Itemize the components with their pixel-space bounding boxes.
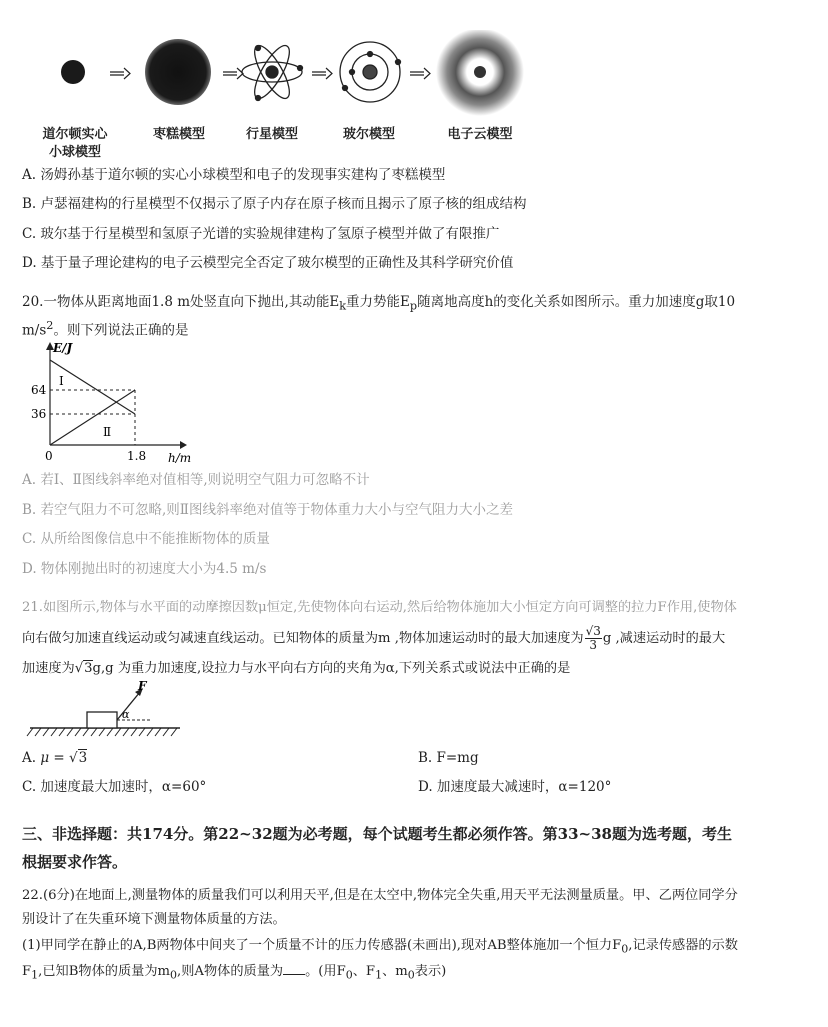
bohr-model-icon	[340, 42, 401, 102]
arrow-icon	[223, 68, 243, 79]
q20-option-a: A. 若Ⅰ、Ⅱ图线斜率绝对值相等,则说明空气阻力可忽略不计	[22, 472, 370, 488]
model-label-plum-pudding: 枣糕模型	[152, 127, 205, 142]
section3-heading-line2: 根据要求作答。	[22, 853, 128, 871]
line-label-i: Ⅰ	[59, 374, 64, 388]
x-tick-1-8: 1.8	[127, 449, 147, 463]
q21-stem-line2: 向右做匀加速直线运动或匀减速直线运动。已知物体的质量为m ,物体加速运动时的最大加速度为 $\frac{√3}{3}$ g ,减速运动时的最大	[22, 624, 726, 652]
q20-option-c: C. 从所给图像信息中不能推断物体的质量	[22, 531, 270, 547]
q21-option-d: D. 加速度最大减速时，α=120°	[418, 779, 612, 795]
q19-option-c: C. 玻尔基于行星模型和氢原子光谱的实验规律建构了氢原子模型并做了有限推广	[22, 226, 500, 242]
electron-cloud-model-icon	[436, 30, 524, 116]
q22-part1-line2: $F_1$,已知B物体的质量为$m_0$,则A物体的质量为 。(用$F_0$、$F_1$、$m_0$表示)	[22, 964, 447, 982]
q21-option-c: C. 加速度最大加速时，α=60°	[22, 779, 207, 795]
x-tick-0: 0	[45, 449, 53, 463]
angle-label: α	[122, 708, 130, 721]
arrow-icon	[410, 68, 430, 79]
answer-blank	[283, 962, 305, 975]
force-label: F	[138, 680, 147, 693]
x-axis-arrow-icon	[180, 441, 187, 449]
arrow-icon	[312, 68, 332, 79]
line-ii	[50, 390, 135, 445]
block-force-figure	[25, 680, 190, 740]
energy-height-graph	[25, 340, 200, 468]
model-label-dalton: 道尔顿实心 小球模型	[42, 127, 108, 160]
q21-option-b: B. F=mg	[418, 750, 479, 766]
plum-pudding-model-icon	[145, 39, 211, 105]
planetary-model-icon	[242, 41, 303, 103]
fraction-sqrt3-over-3: $\frac{√3}{3}$	[585, 624, 601, 652]
model-label-planetary: 行星模型	[245, 127, 298, 142]
model-label-bohr: 玻尔模型	[342, 127, 395, 142]
q22-part1-line1: (1)甲同学在静止的A,B两物体中间夹了一个质量不计的压力传感器(未画出),现对AB整体施加一个恒力$F_0$,记录传感器的示数	[22, 938, 738, 956]
q22-stem-line1: 22.(6分)在地面上,测量物体的质量我们可以利用天平,但是在太空中,物体完全失重,用天平无法测量质量。甲、乙两位同学分	[22, 888, 738, 903]
section3-heading-line1: 三、非选择题：共174分。第22~32题为必考题，每个试题考生都必须作答。第33~38题为选考题，考生	[22, 825, 732, 843]
q20-option-b: B. 若空气阻力不可忽略,则Ⅱ图线斜率绝对值等于物体重力大小与空气阻力大小之差	[22, 502, 513, 518]
y-axis-label: E/J	[53, 341, 73, 355]
q19-option-d: D. 基于量子理论建构的电子云模型完全否定了玻尔模型的正确性及其科学研究价值	[22, 255, 514, 271]
line-label-ii: Ⅱ	[103, 425, 112, 439]
q19-option-a: A. 汤姆孙基于道尔顿的实心小球模型和电子的发现事实建构了枣糕模型	[22, 167, 446, 183]
q19-option-b: B. 卢瑟福建构的行星模型不仅揭示了原子内存在原子核而且揭示了原子核的组成结构	[22, 196, 527, 212]
q22-stem-line2: 别设计了在失重环境下测量物体质量的方法。	[22, 912, 286, 927]
q21-stem-line1: 21.如图所示,物体与水平面的动摩擦因数μ恒定,先使物体向右运动,然后给物体施加大小恒定方向可调整的拉力F作用,使物体	[22, 600, 737, 615]
q20-stem-line2: $m/s^2$。则下列说法正确的是	[22, 319, 189, 339]
ground-hatching	[27, 728, 177, 736]
atomic-models-figure	[40, 30, 540, 130]
y-tick-36: 36	[31, 407, 47, 421]
x-axis-label: h/m	[168, 451, 192, 465]
arrow-icon	[110, 68, 130, 79]
q20-option-d: D. 物体刚抛出时的初速度大小为4.5 m/s	[22, 561, 267, 577]
block	[87, 712, 117, 728]
q20-stem-line1: 20.一物体从距离地面1.8 m处竖直向下抛出,其动能$E_k$重力势能$E_p$随离地高度h的变化关系如图所示。重力加速度g取10	[22, 294, 736, 313]
model-label-electron-cloud: 电子云模型	[447, 127, 513, 142]
q21-option-a: A. μ = √3	[22, 750, 88, 766]
y-tick-64: 64	[31, 383, 47, 397]
dalton-model-icon	[61, 60, 85, 84]
q21-stem-line3: 加速度为√3g,g 为重力加速度,设拉力与水平向右方向的夹角为α,下列关系式或说法中正确的是	[22, 661, 571, 676]
